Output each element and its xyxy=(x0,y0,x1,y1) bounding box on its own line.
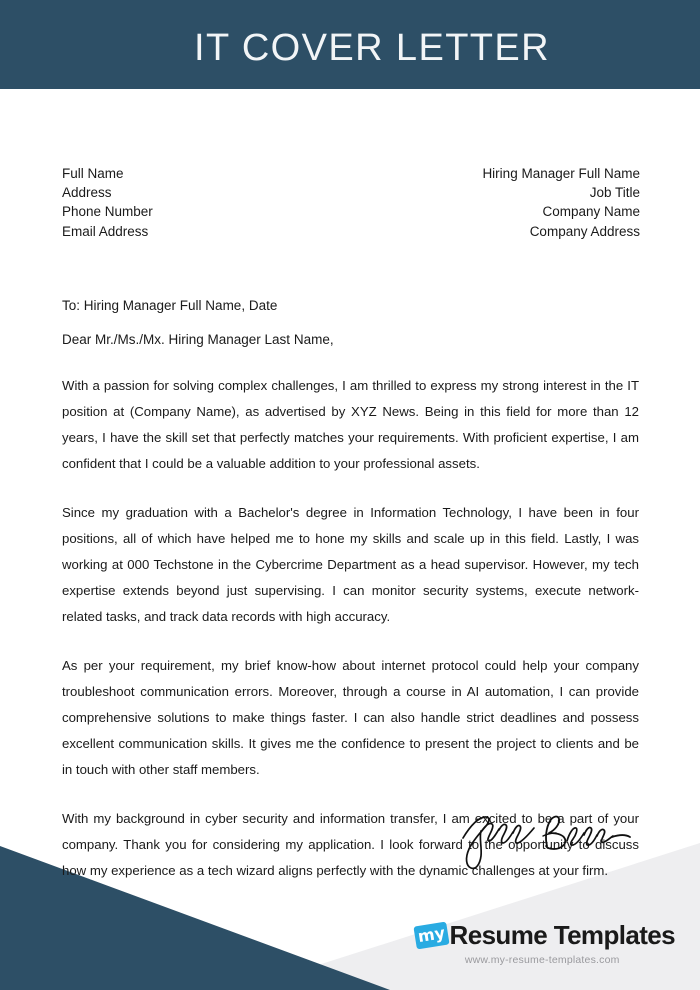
recipient-line-full-name: Hiring Manager Full Name xyxy=(482,166,640,181)
recipient-line-company-address: Company Address xyxy=(529,223,640,239)
body-paragraph-4: With my background in cyber security and information transfer, I am excited to be a part of your company. Thank you for considering my application. I look forward to the opportunity to discuss how my experience as a tech wizard aligns perfectly with the dynamic challenges at your firm. xyxy=(62,811,639,878)
sender-line-address: Address xyxy=(62,185,112,201)
body-paragraph-2: Since my graduation with a Bachelor's degree in Information Technology, I have been in four positions, all of which have helped me to hone my skills and scale up in this field. Lastly, I was working at 000 Techstone in the Cybercrime Department as a head supervisor. However, my tech expertise extends beyond just supervising. I can monitor security systems, execute network-related tasks, and track data records with high accuracy. xyxy=(62,505,639,624)
sender-line-phone: Phone Number xyxy=(62,204,153,220)
recipient-line-company-name: Company Name xyxy=(542,204,640,220)
page-title: IT COVER LETTER xyxy=(193,27,551,69)
sender-line-email: Email Address xyxy=(62,223,149,239)
logo-wordmark: Resume Templates xyxy=(449,920,675,950)
footer-logo xyxy=(415,921,675,966)
recipient-line-job-title: Job Title xyxy=(589,185,640,201)
address-block xyxy=(62,164,640,241)
body-paragraph-1: With a passion for solving complex challenges, I am thrilled to express my strong interest in the IT position at (Company Name), as advertised by XYZ News. Being in this field for more than 12 years, I have the skill set that perfectly matches your requirements. With proficient expertise, I am confident that I could be a valuable addition to your professional assets. xyxy=(62,378,639,471)
to-line: To: Hiring Manager Full Name, Date xyxy=(62,298,278,313)
footer-url: www.my-resume-templates.com xyxy=(464,954,620,966)
body-paragraph-3: As per your requirement, my brief know-how about internet protocol could help your company troubleshoot communication errors. Moreover, through a course in AI automation, I can provide comprehensive solutions to make things faster. I can also handle strict deadlines and possess excellent communication skills. It gives me the confidence to present the project to clients and be in touch with other staff members. xyxy=(62,658,639,777)
signature-mark xyxy=(455,808,635,874)
my-badge-icon: my xyxy=(414,921,450,949)
recipient-address xyxy=(482,164,640,241)
sender-line-full-name: Full Name xyxy=(62,166,124,181)
logo-row xyxy=(415,921,675,949)
greeting-line: Dear Mr./Ms./Mx. Hiring Manager Last Name, xyxy=(62,332,334,347)
sender-address xyxy=(62,164,153,241)
